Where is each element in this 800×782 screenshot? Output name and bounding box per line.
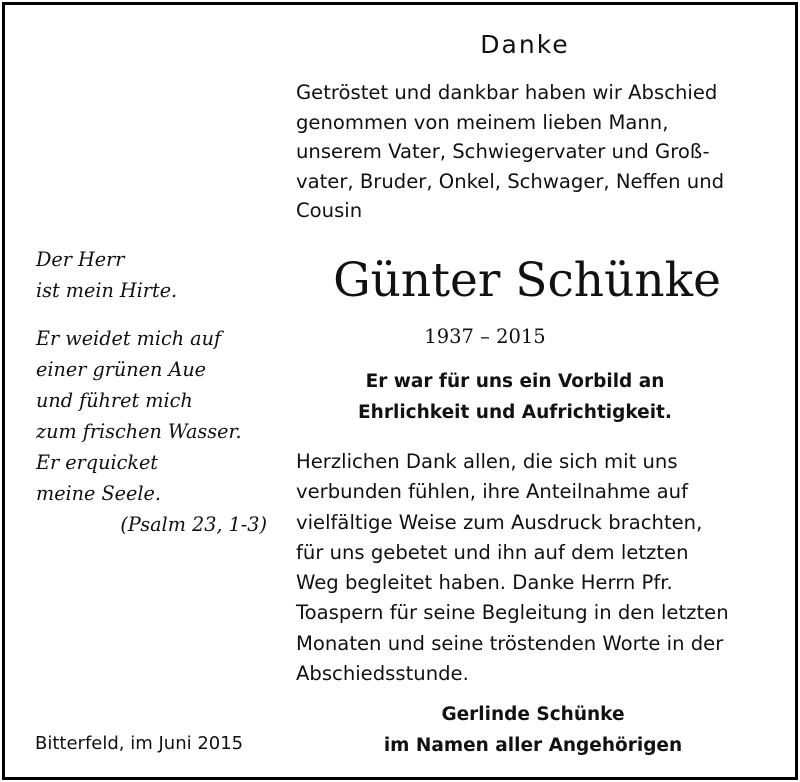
verse-line: Er weidet mich auf [36, 327, 222, 350]
motto-line: Ehrlichkeit und Aufrichtigkeit. [358, 402, 672, 423]
verse-line: und führet mich [36, 389, 193, 412]
motto [320, 366, 710, 428]
motto-line: Er war für uns ein Vorbild an [365, 371, 665, 392]
verse-reference: (Psalm 23, 1-3) [120, 513, 267, 536]
verse-line: Er erquicket [36, 451, 159, 474]
verse-gap [36, 306, 276, 323]
life-dates: 1937 – 2015 [424, 325, 546, 348]
verse-line: meine Seele. [36, 482, 161, 505]
thanks-text: Herzlichen Dank allen, die sich mit uns verbunden fühlen, ihre Anteilnahme auf vielfältige Weise zum Ausdruck brachten, für uns gebetet und ihn auf dem letzten Weg begleitet haben. Danke Herrn Pfr. Toaspern für seine Begleitung in den letzten Monaten und seine tröstenden Worte in der Abschiedsstunde. [296, 450, 729, 686]
intro-text: Getröstet und dankbar haben wir Abschied genommen von meinem lieben Mann, unserem Vater, Schwiegervater und Groß- vater, Bruder, Onkel, Schwager, Neffen und Cousin [296, 81, 725, 222]
verse-line: zum frischen Wasser. [36, 420, 242, 443]
place-date: Bitterfeld, im Juni 2015 [35, 733, 244, 754]
verse-line: ist mein Hirte. [36, 279, 178, 302]
signature [340, 699, 726, 761]
signature-on-behalf: im Namen aller Angehörigen [383, 735, 683, 756]
heading: Danke [480, 30, 570, 59]
verse-line: Der Herr [36, 248, 125, 271]
deceased-name: Günter Schünke [333, 253, 721, 308]
signature-name: Gerlinde Schünke [441, 704, 625, 725]
verse-line: einer grünen Aue [36, 358, 207, 381]
psalm-verse [36, 244, 276, 540]
